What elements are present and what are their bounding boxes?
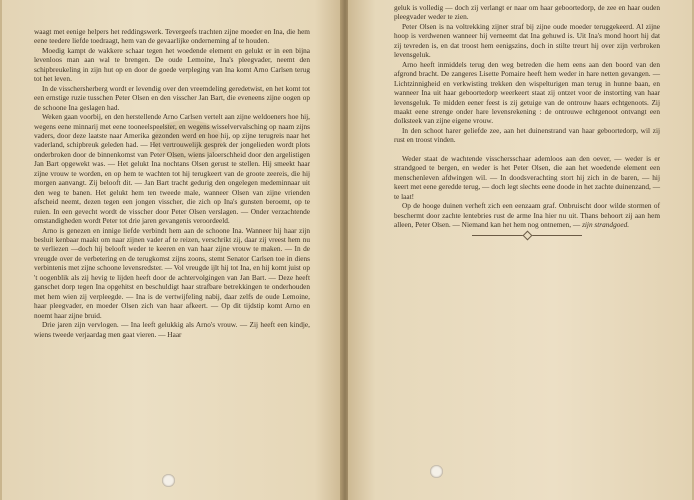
right-page-text bbox=[394, 3, 660, 242]
paragraph bbox=[394, 201, 660, 229]
paragraph: Moedig kampt de wakkere schaar tegen het woedende element en gelukt er in een bijna levenloos man aan wal te brengen. De oude Lemoine, Ina's pleegvader, neemt den schipbreukeling in zijn hut op en door de goede verpleging van Ina komt Arno Carlsen terug tot het leven. bbox=[34, 45, 310, 84]
ornament-divider bbox=[472, 231, 582, 240]
diamond-ornament-icon bbox=[523, 231, 533, 241]
paragraph: Arno heeft inmiddels terug den weg betreden die hem eens aan den boord van den afgrond bracht. De zangeres Lisette Pomaire heeft hem weder in hare netten gevangen. — Lichtzinnigheid en verkwisting trekken den wispelturigen man terug in hunne baan, en wanneer Ina uit haar geboortedorp weerkeert staat zij ontzet voor de instorting van haar levensgeluk. Te midden eener feest is zij getuige van de ontrouw haars echtgenoots. Zij maakt eene strenge onder hare levensrekening : de ontrouwe echtgenoot ontvangt een dolksteek van zijne eigene vrouw. bbox=[394, 59, 660, 126]
left-page bbox=[2, 0, 342, 500]
paragraph: In den schoot harer geliefde zee, aan het duinenstrand van haar geboortedorp, wil zij rust en troost vinden. bbox=[394, 125, 660, 145]
paragraph: Peter Olsen is na voltrekking zijner straf bij zijne oude moeder teruggekeerd. Al zijne hoop is verdwenen wanneer hij verneemt dat Ina gehuwd is. Uit Ina's mond hoort hij dat zij tevreden is, en dat troost hem eenigszins, doch in stilte treurt hij over zijn verbroken levensgeluk. bbox=[394, 21, 660, 60]
right-page bbox=[348, 0, 692, 500]
paragraph: geluk is volledig — doch zij verlangt er naar om haar geboortedorp, de zee en haar ouden pleegvader weder te zien. bbox=[394, 3, 660, 22]
closing-italic: zijn strandgoed. bbox=[582, 219, 630, 229]
paragraph: Weder staat de wachtende visschersschaar ademloos aan den oever, — weder is er strandgoed te bergen, en weder is het Peter Olsen, die aan het woedende element een menschenleven afdwingen wil. — In doodsverachting stort hij zich in de baren, — hij keert met eene geredde terug, — doch legt slechts eene doode in het zachte duinenzand, — te laat! bbox=[394, 153, 660, 201]
dot-row bbox=[394, 145, 660, 154]
punch-hole bbox=[162, 474, 175, 487]
paragraph: waagt met eenige helpers het reddingswerk. Tevergeefs trachten zijne moeder en Ina, die hem eene teedere liefde toedraagt, hem van de gevaarlijke onderneming af te houden. bbox=[34, 27, 310, 46]
punch-hole bbox=[430, 465, 443, 478]
paragraph: Arno is genezen en innige liefde verbindt hem aan de schoone Ina. Wanneer hij haar zijn besluit kenbaar maakt om naar zijnen vader af te reizen, verschrikt zij, daar zij vreest hem nu te verliezen —doch hij belooft weder te keeren en van haar zijne vrouw te maken. — In de vreugde over de verbetering en de terugkomst zijns zoons, stemt Senator Carlsen toe in diens verbintenis met zijne schoone levensredster. — Vol vreugde ijlt hij tot Ina, en hij komt juist op 't oogenblik als zij hevig te lijden heeft door de achtervolgingen van Jan Bart. — Deze heeft ganschet dorp tegen Ina opgehitst en beschuldigt haar strafbare betrekkingen te onderhouden met hem wien zij verpleegde. — Ina is de vertwijfeling nabij, daar zelfs de oude Lemoine, haar pleegvader, en moeder Olsen zich van haar afkeert. — Op dit tijdstip komt Arno en noemt haar zijne bruid. bbox=[34, 225, 310, 320]
paragraph: Weken gaan voorbij, en den herstellende Arno Carlsen vertelt aan zijne weldoeners hoe hij, wegens eene minnarij met eene tooneelspeelster, en wegens wisselvervalsching op naam zijns vaders, door deze laatste naar Amerika gezonden werd en hoe hij, op zijne terugreis naar het vaderland, schipbreuk geleden had. — Het vertrouwelijk gesprek der jongelieden wordt plots onderbroken door de binnenkomst van Peter Olsen, wiens jaloerschheid door den argelistigen Jan Bart opgewekt was. — Het gelukt Ina nochtans Olsen gerust te stellen. Hij smeekt haar zijne vrouw te worden, en op hem te wachten tot hij terugkeert van de groote zeereis, die hij morgen aanvangt. Zij belooft dit. — Jan Bart tracht gedurig den ongelegen medeminnaar uit den weg te banen. Het gelukt hem ten tweede male, wanneer Olsen van zijne vrienden afscheid neemt, dezen tegen een jongen visscher, die zich op Ina's gunsten beroemt, op te ruien. In een gevecht wordt de visscher door Peter Olsen verslagen. — Onder verzachtende omstandigheden wordt Peter tot drie jaren gevangenis veroordeeld. bbox=[34, 112, 310, 226]
left-page-text bbox=[34, 27, 310, 339]
paragraph: Drie jaren zijn vervlogen. — Ina leeft gelukkig als Arno's vrouw. — Zij heeft een kindje, wiens tweede verjaardag men gaat vieren. — Haar bbox=[34, 320, 310, 339]
paragraph-text: Op de hooge duinen verheft zich een eenzaam graf. Onbruischt door wilde stormen of beschermt door zachte lentebries rust de arme Ina hier nu uit. Thans behoort zij aan hem alleen, Peter Olsen. — Niemand kan het hem nog ontnemen, — bbox=[394, 201, 660, 229]
paragraph: In de visschersherberg wordt er levendig over den vreemdeling geredetwist, en het komt tot een ernstige ruzie tusschen Peter Olsen en den visscher Jan Bart, die eveneens zijne oogen op de schoone Ina geslagen had. bbox=[34, 83, 310, 112]
